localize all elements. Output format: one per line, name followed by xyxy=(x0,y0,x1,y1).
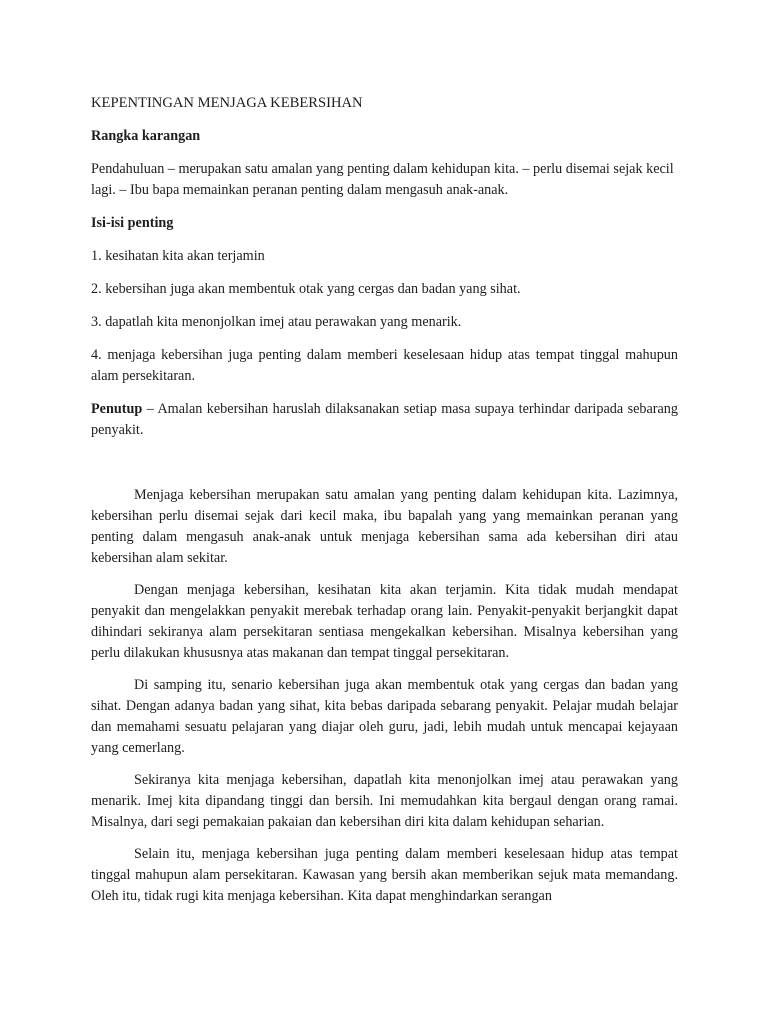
essay-paragraph: Di samping itu, senario kebersihan juga akan membentuk otak yang cergas dan badan yang sihat. Dengan adanya badan yang sihat, kita bebas daripada sebarang penyakit. Pelajar mudah belajar dan memahami sesuatu pelajaran yang diajar oleh guru, jadi, lebih mudah untuk mencapai kejayaan yang cemerlang. xyxy=(91,677,678,756)
point-item: 2. kebersihan juga akan membentuk otak yang cergas dan badan yang sihat. xyxy=(91,281,521,297)
essay-body xyxy=(91,485,678,907)
closing-paragraph xyxy=(91,399,678,441)
point-item: 3. dapatlah kita menonjolkan imej atau perawakan yang menarik. xyxy=(91,314,462,330)
closing-text: – Amalan kebersihan haruslah dilaksanakan setiap masa supaya terhindar daripada sebarang penyakit. xyxy=(91,401,678,438)
points-heading: Isi-isi penting xyxy=(91,215,174,231)
essay-paragraph: Menjaga kebersihan merupakan satu amalan yang penting dalam kehidupan kita. Lazimnya, kebersihan perlu disemai sejak dari kecil maka, ibu bapalah yang yang memainkan peranan yang penting dalam mengasuh anak-anak untuk menjaga kebersihan sama ada kebersihan diri atau kebersihan alam sekitar. xyxy=(91,487,678,566)
point-item: 4. menjaga kebersihan juga penting dalam memberi keselesaan hidup atas tempat tinggal mahupun alam persekitaran. xyxy=(91,347,678,384)
introduction-text: Pendahuluan – merupakan satu amalan yang penting dalam kehidupan kita. – perlu disemai sejak kecil lagi. – Ibu bapa memainkan peranan penting dalam mengasuh anak-anak. xyxy=(91,161,674,198)
closing-label: Penutup xyxy=(91,401,143,417)
point-item: 1. kesihatan kita akan terjamin xyxy=(91,248,265,264)
essay-paragraph: Dengan menjaga kebersihan, kesihatan kita akan terjamin. Kita tidak mudah mendapat penyakit dan mengelakkan penyakit merebak terhadap orang lain. Penyakit-penyakit berjangkit dapat dihindari sekiranya alam persekitaran sentiasa mengekalkan kebersihan. Misalnya kebersihan yang perlu dilakukan khususnya atas makanan dan tempat tinggal persekitaran. xyxy=(91,582,678,661)
essay-paragraph: Selain itu, menjaga kebersihan juga penting dalam memberi keselesaan hidup atas tempat tinggal mahupun alam persekitaran. Kawasan yang bersih akan memberikan sejuk mata memandang. Oleh itu, tidak rugi kita menjaga kebersihan. Kita dapat menghindarkan serangan xyxy=(91,846,678,904)
document-title: KEPENTINGAN MENJAGA KEBERSIHAN xyxy=(91,95,363,111)
essay-paragraph: Sekiranya kita menjaga kebersihan, dapatlah kita menonjolkan imej atau perawakan yang menarik. Imej kita dipandang tinggi dan bersih. Ini memudahkan kita bergaul dengan orang ramai. Misalnya, dari segi pemakaian pakaian dan kebersihan diri kita dalam kehidupan seharian. xyxy=(91,772,678,830)
outline-heading: Rangka karangan xyxy=(91,128,201,144)
